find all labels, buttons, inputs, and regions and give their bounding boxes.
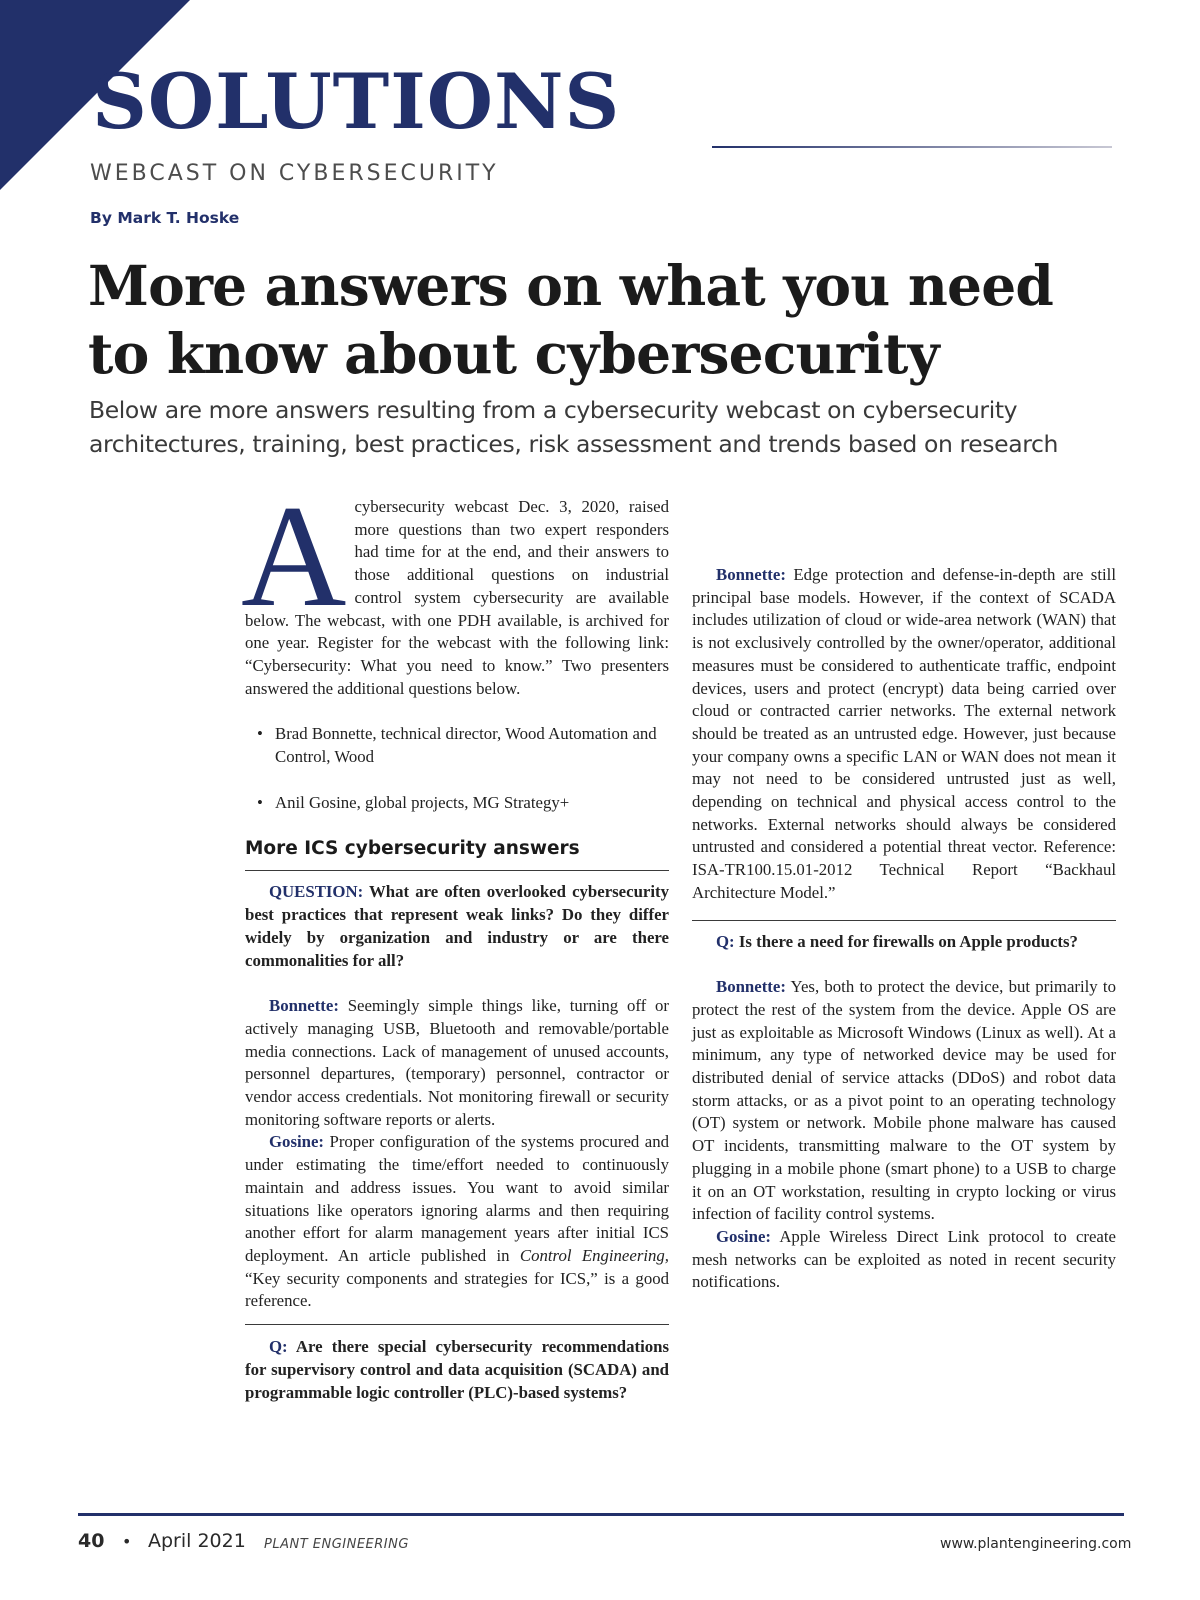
section-subtitle: WEBCAST ON CYBERSECURITY: [90, 161, 499, 186]
answer-1-bonnette: [245, 995, 669, 1131]
speaker-label: Gosine:: [269, 1132, 325, 1152]
answer-2-bonnette: [692, 564, 1116, 905]
column-right: [692, 496, 1116, 1294]
speaker-label: Bonnette:: [716, 565, 786, 584]
drop-cap: A: [241, 475, 347, 637]
question-label: QUESTION:: [269, 882, 364, 902]
headline-line-1: More answers on what you need: [88, 253, 1054, 318]
question-label: Q:: [269, 1337, 288, 1357]
presenter-item: • Anil Gosine, global projects, MG Strategy+: [257, 792, 669, 815]
title-rule: [712, 146, 1112, 148]
question-3: [692, 931, 1116, 954]
publication-name: PLANT ENGINEERING: [264, 1537, 409, 1552]
speaker-label: Bonnette:: [716, 977, 786, 997]
answer-text: Edge protection and defense-in-depth are still principal base models. However, if the context of SCADA includes utilization of cloud or wide-area network (WAN) that is not exclusively controlled by the owner/operator, additional measures must be considered to authenticate traffic, endpoint devices, users and protect (encrypt) data being carried over cloud or contracted carrier networks. The external network should be treated as an untrusted edge. However, just because your company owns a specific LAN or WAN does not mean it may not need to be considered untrusted just as well, depending on technical and physical access control to the networks. External networks should always be considered untrusted and considered a potential threat vector. Reference: ISA-TR100.15.01-2012 Technical Report “Backhaul Architecture Model.”: [692, 565, 1116, 902]
intro-text: cybersecurity webcast Dec. 3, 2020, raised more questions than two expert responders had time for at the end, and their answers to those additional questions on industrial control system cybersecurity are available below. The webcast, with one PDH available, is archived for one year. Register for the webcast with the following link: “Cybersecurity: What you need to know.” Two presenters answered the additional questions below.: [245, 497, 669, 698]
question-text: Is there a need for firewalls on Apple products?: [738, 931, 1078, 951]
answer-1-gosine: [245, 1131, 669, 1313]
footer-rule: [78, 1513, 1124, 1516]
website-url: www.plantengineering.com: [940, 1536, 1132, 1552]
answer-text: Apple Wireless Direct Link protocol to create mesh networks can be exploited as noted in recent security notifications.: [692, 1226, 1116, 1292]
answer-text: Seemingly simple things like, turning off or actively managing USB, Bluetooth and removable/portable media connections. Lack of management of unused accounts, personnel departures, (temporary) personnel, contractor or vendor access credentials. Not monitoring firewall or security monitoring software reports or alerts.: [245, 996, 669, 1129]
byline: By Mark T. Hoske: [90, 209, 240, 227]
answer-text: “Key security components and strategies for ICS,” is a good reference.: [245, 1268, 669, 1311]
question-label: Q:: [716, 931, 735, 951]
deck: [89, 393, 1179, 461]
answer-text: Yes, both to protect the device, but primarily to protect the rest of the system from the device. Apple OS are just as exploitable as Microsoft Windows (Linux as well). At a minimum, any type of networked device may be used for distributed denial of service attacks (DDoS) and robot data storm attacks, or as a pivot point to an operating technology (OT) system or network. Mobile phone malware has caused OT incidents, transmitting malware to the OT system by plugging in a mobile phone (smart phone) to a USB to charge it on an OT workstation, resulting in crypto locking or virus infection of facility control systems.: [692, 977, 1116, 1224]
answer-3-gosine: [692, 1226, 1116, 1294]
deck-line-2: architectures, training, best practices, risk assessment and trends based on research: [89, 430, 1058, 458]
headline: [88, 252, 1168, 388]
speaker-label: Bonnette:: [269, 996, 339, 1016]
speaker-label: Gosine:: [716, 1226, 772, 1246]
answer-3-bonnette: [692, 976, 1116, 1226]
question-text: Are there special cybersecurity recommendations for supervisory control and data acquisition (SCADA) and programmable logic controller (PLC)-based systems?: [245, 1337, 669, 1402]
section-subhead: More ICS cybersecurity answers: [245, 838, 580, 860]
publication-name: Control Engineering,: [519, 1245, 669, 1265]
page-number: 40: [78, 1530, 105, 1552]
presenter-list: [245, 723, 669, 814]
column-left: [241, 475, 669, 1404]
intro-paragraph: [241, 475, 669, 700]
question-text: What are often overlooked cybersecurity best practices that represent weak links? Do they differ widely by organization and industry or are there commonalities for all?: [245, 882, 669, 970]
question-1: [245, 881, 669, 972]
section-title: SOLUTIONS: [92, 57, 621, 146]
headline-line-2: to know about cybersecurity: [88, 321, 939, 386]
deck-line-1: Below are more answers resulting from a cybersecurity webcast on cybersecurity: [89, 396, 1018, 424]
footer-separator: •: [122, 1532, 132, 1551]
issue-date: April 2021: [148, 1530, 246, 1552]
presenter-item: • Brad Bonnette, technical director, Wood Automation and Control, Wood: [257, 723, 669, 768]
question-2: [245, 1336, 669, 1404]
answer-text: Proper configuration of the systems procured and under estimating the time/effort needed to continuously maintain and address issues. You want to avoid similar situations like operators ignoring alarms and then requiring another effort for alarm management years after initial ICS deployment. An article published in: [245, 1132, 669, 1265]
